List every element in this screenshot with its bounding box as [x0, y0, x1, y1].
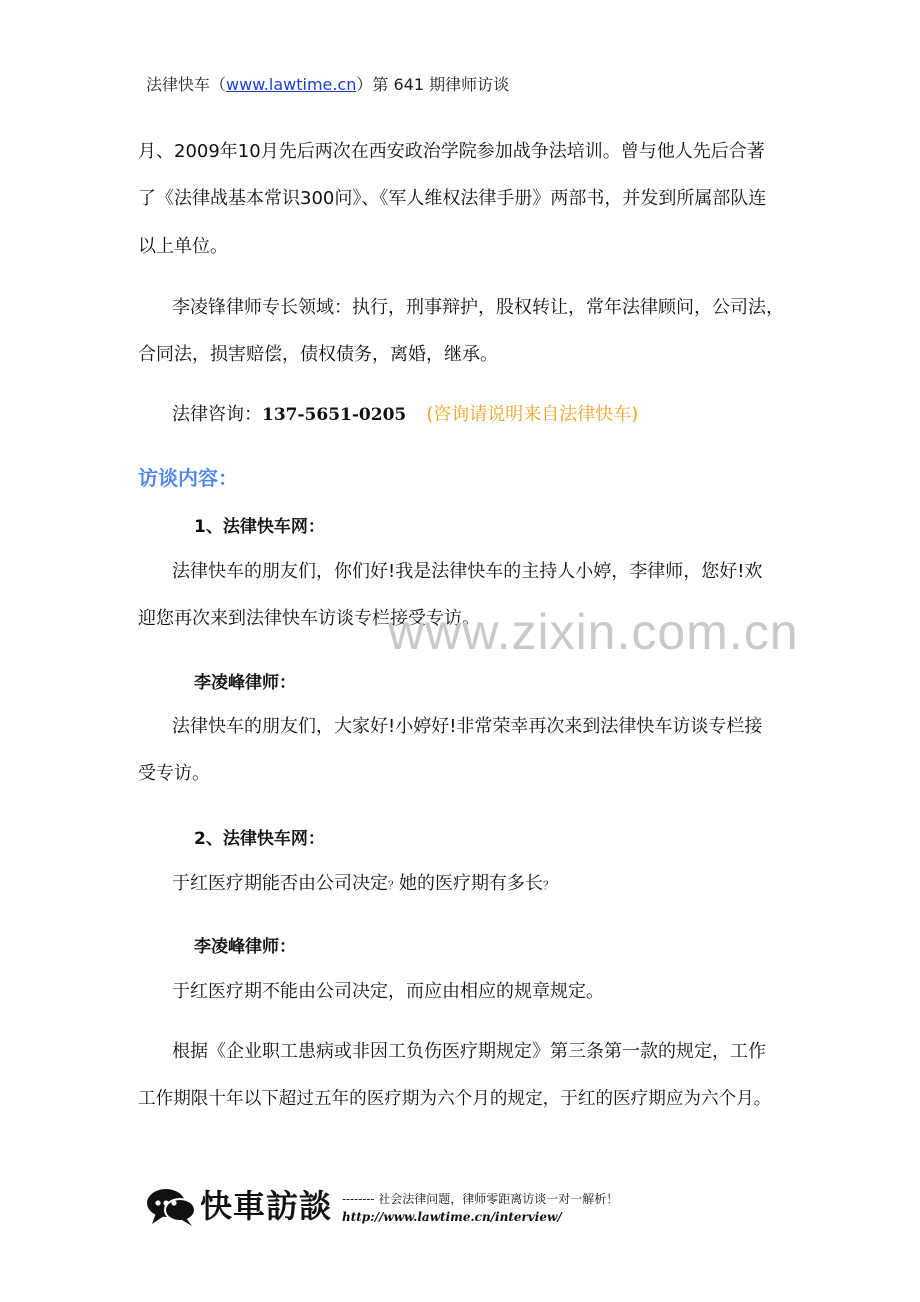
- q2-text-a: 于红医疗期能否由公司决定: [172, 873, 388, 894]
- q2-mark-2: ？: [543, 879, 554, 892]
- a2b-line-2: 工作期限十年以下超过五年的医疗期为六个月的规定，于红的医疗期应为六个月。: [138, 1089, 772, 1109]
- q2-speaker: 2、法律快车网：: [194, 829, 325, 849]
- logo-text: 快車訪談: [200, 1187, 333, 1225]
- a1-line-2: 受专访。: [138, 763, 210, 784]
- watermark: www.zixin.com.cn: [388, 604, 799, 660]
- a1-speaker: 李凌峰律师：: [194, 673, 296, 693]
- header-suffix: ）第 641 期律师访谈: [356, 75, 510, 94]
- q2-line: [172, 872, 554, 898]
- q1-speaker: 1、法律快车网：: [194, 517, 325, 537]
- footer-slogan: -------- 社会法律问题，律师零距离访谈一对一解析！: [342, 1192, 619, 1206]
- consult-note: (咨询请说明来自法律快车): [426, 404, 639, 425]
- a1-line-1: 法律快车的朋友们，大家好!小婷好!非常荣幸再次来到法律快车访谈专栏接: [172, 716, 763, 737]
- consult-phone: 137-5651-0205: [262, 405, 407, 425]
- chat-bubble-icon: [146, 1186, 198, 1228]
- a2-line: 于红医疗期不能由公司决定，而应由相应的规章规定。: [172, 981, 604, 1002]
- section-title: 访谈内容：: [138, 466, 238, 490]
- expertise-line-1: 李凌锋律师专长领域：执行，刑事辩护，股权转让，常年法律顾问，公司法，: [172, 297, 784, 318]
- intro-line-3: 以上单位。: [138, 236, 228, 257]
- q2-mark-1: ？: [388, 879, 399, 892]
- consult-label: 法律咨询：: [172, 404, 262, 425]
- footer-logo: [146, 1186, 336, 1228]
- header-prefix: 法律快车（: [146, 75, 227, 94]
- intro-line-2: 了《法律战基本常识300问》、《军人维权法律手册》两部书，并发到所属部队连: [138, 188, 767, 209]
- expertise-line-2: 合同法，损害赔偿，债权债务，离婚，继承。: [138, 344, 498, 365]
- consult-line: [172, 403, 638, 427]
- intro-line-1: 月、2009年10月先后两次在西安政治学院参加战争法培训。曾与他人先后合著: [138, 141, 765, 162]
- header-link[interactable]: www.lawtime.cn: [226, 75, 357, 94]
- q1-line-2: 迎您再次来到法律快车访谈专栏接受专访。: [138, 608, 480, 629]
- a2-speaker: 李凌峰律师：: [194, 937, 296, 957]
- a2b-line-1: 根据《企业职工患病或非因工负伤医疗期规定》第三条第一款的规定，工作: [172, 1041, 766, 1062]
- footer-url[interactable]: http://www.lawtime.cn/interview/: [342, 1210, 562, 1224]
- q2-text-b: 她的医疗期有多长: [399, 873, 543, 894]
- page-header: [146, 72, 509, 95]
- q1-line-1: 法律快车的朋友们，你们好!我是法律快车的主持人小婷，李律师，您好!欢: [172, 561, 763, 582]
- footer-text: [342, 1190, 618, 1226]
